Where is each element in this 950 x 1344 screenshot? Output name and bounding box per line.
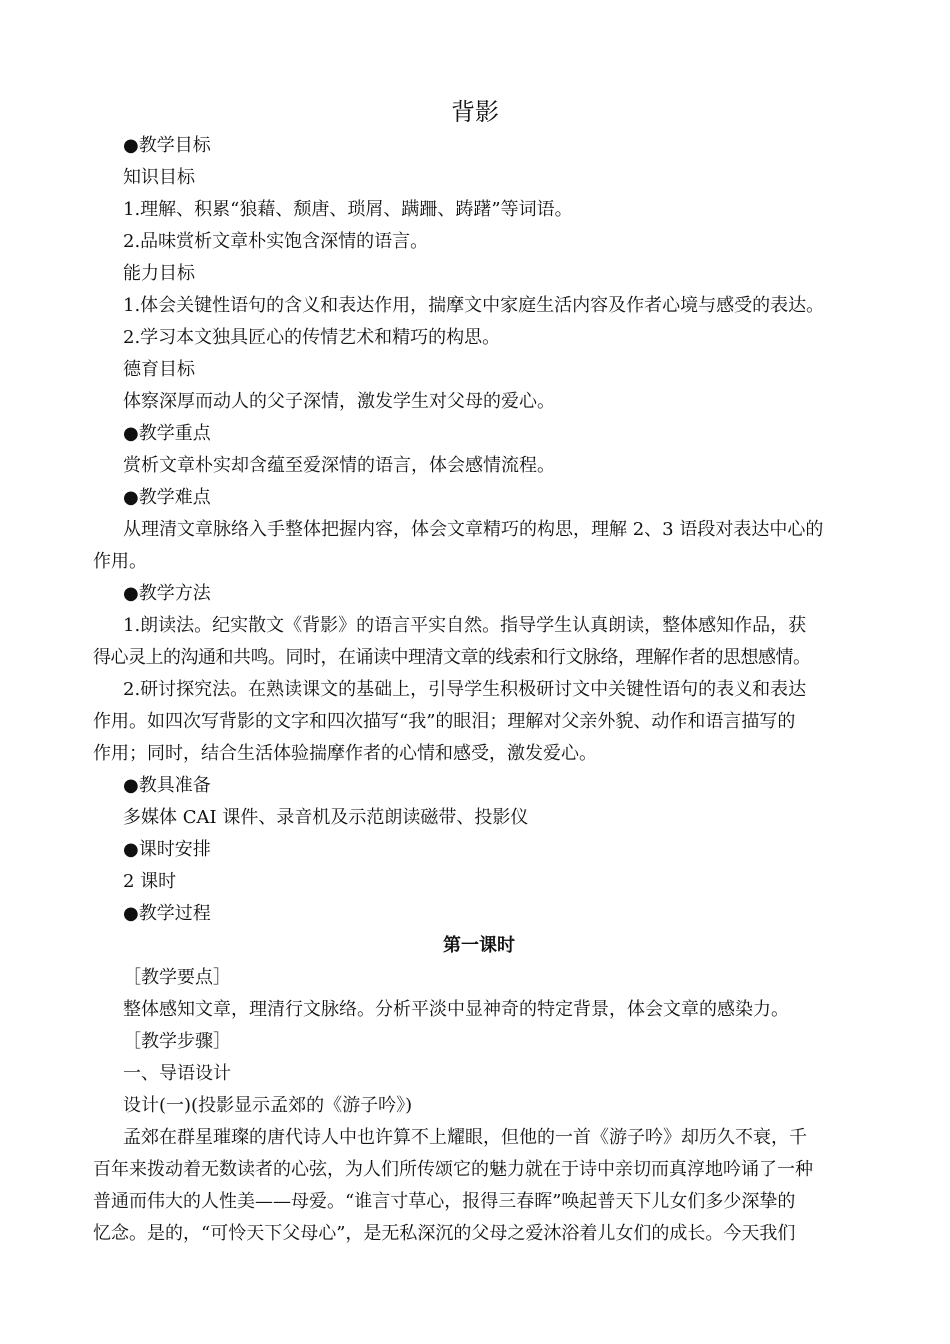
text-line: 得心灵上的沟通和共鸣。同时，在诵读中理清文章的线索和行文脉络，理解作者的思想感情。 (93, 647, 811, 668)
heading-methods: ●教学方法 (123, 583, 211, 604)
text-line: 作用。 (93, 551, 147, 572)
text-line: 2.学习本文独具匠心的传情艺术和精巧的构思。 (123, 327, 501, 348)
heading-materials: ●教具准备 (123, 775, 211, 796)
text-line: 多媒体 CAI 课件、录音机及示范朗读磁带、投影仪 (123, 807, 529, 828)
text-line: 忆念。是的，“可怜天下父母心”，是无私深沉的父母之爱沐浴着儿女们的成长。今天我们 (93, 1223, 796, 1244)
text-line: 2.研讨探究法。在熟读课文的基础上，引导学生积极研讨文中关键性语句的表义和表达 (123, 679, 807, 700)
text-line: 1.朗读法。纪实散文《背影》的语言平实自然。指导学生认真朗读，整体感知作品，获 (123, 615, 807, 636)
text-line: 普通而伟大的人性美——母爱。“谁言寸草心，报得三春晖”唤起普天下儿女们多少深挚的 (93, 1191, 796, 1212)
text-line: 孟郊在群星璀璨的唐代诗人中也许算不上耀眼，但他的一首《游子吟》却历久不衰，千 (123, 1127, 807, 1148)
text-line: 设计(一)(投影显示孟郊的《游子吟》) (123, 1095, 413, 1116)
subheading-ability-goals: 能力目标 (123, 263, 195, 284)
document-title: 背影 (451, 98, 499, 126)
document-body (93, 130, 865, 1250)
heading-difficulties: ●教学难点 (123, 487, 211, 508)
subheading-lesson-steps: ［教学步骤］ (123, 1031, 231, 1052)
subheading-moral-goals: 德育目标 (123, 359, 195, 380)
heading-process: ●教学过程 (123, 903, 211, 924)
text-line: 体察深厚而动人的父子深情，激发学生对父母的爱心。 (123, 391, 555, 412)
text-line: 1.体会关键性语句的含义和表达作用，揣摩文中家庭生活内容及作者心境与感受的表达。 (123, 295, 825, 316)
text-line: 一、导语设计 (123, 1063, 231, 1084)
subheading-lesson-points: ［教学要点］ (123, 967, 231, 988)
text-line: 1.理解、积累“狼藉、颓唐、琐屑、蹒跚、踌躇”等词语。 (123, 199, 573, 220)
text-line: 百年来拨动着无数读者的心弦，为人们所传颂它的魅力就在于诗中亲切而真淳地吟诵了一种 (93, 1159, 813, 1180)
heading-key-points: ●教学重点 (123, 423, 211, 444)
text-line: 赏析文章朴实却含蕴至爱深情的语言，体会感情流程。 (123, 455, 555, 476)
text-line: 2.品味赏析文章朴实饱含深情的语言。 (123, 231, 429, 252)
section-title-first-lesson: 第一课时 (443, 935, 515, 956)
text-line: 从理清文章脉络入手整体把握内容，体会文章精巧的构思，理解 2、3 语段对表达中心的 (123, 519, 824, 540)
subheading-knowledge-goals: 知识目标 (123, 167, 195, 188)
text-line: 2 课时 (123, 871, 177, 892)
text-line: 整体感知文章，理清行文脉络。分析平淡中显神奇的特定背景，体会文章的感染力。 (123, 999, 789, 1020)
heading-schedule: ●课时安排 (123, 839, 211, 860)
heading-teaching-goals: ●教学目标 (123, 135, 211, 156)
text-line: 作用；同时，结合生活体验揣摩作者的心情和感受，激发爱心。 (93, 743, 597, 764)
text-line: 作用。如四次写背影的文字和四次描写“我”的眼泪；理解对父亲外貌、动作和语言描写的 (93, 711, 796, 732)
